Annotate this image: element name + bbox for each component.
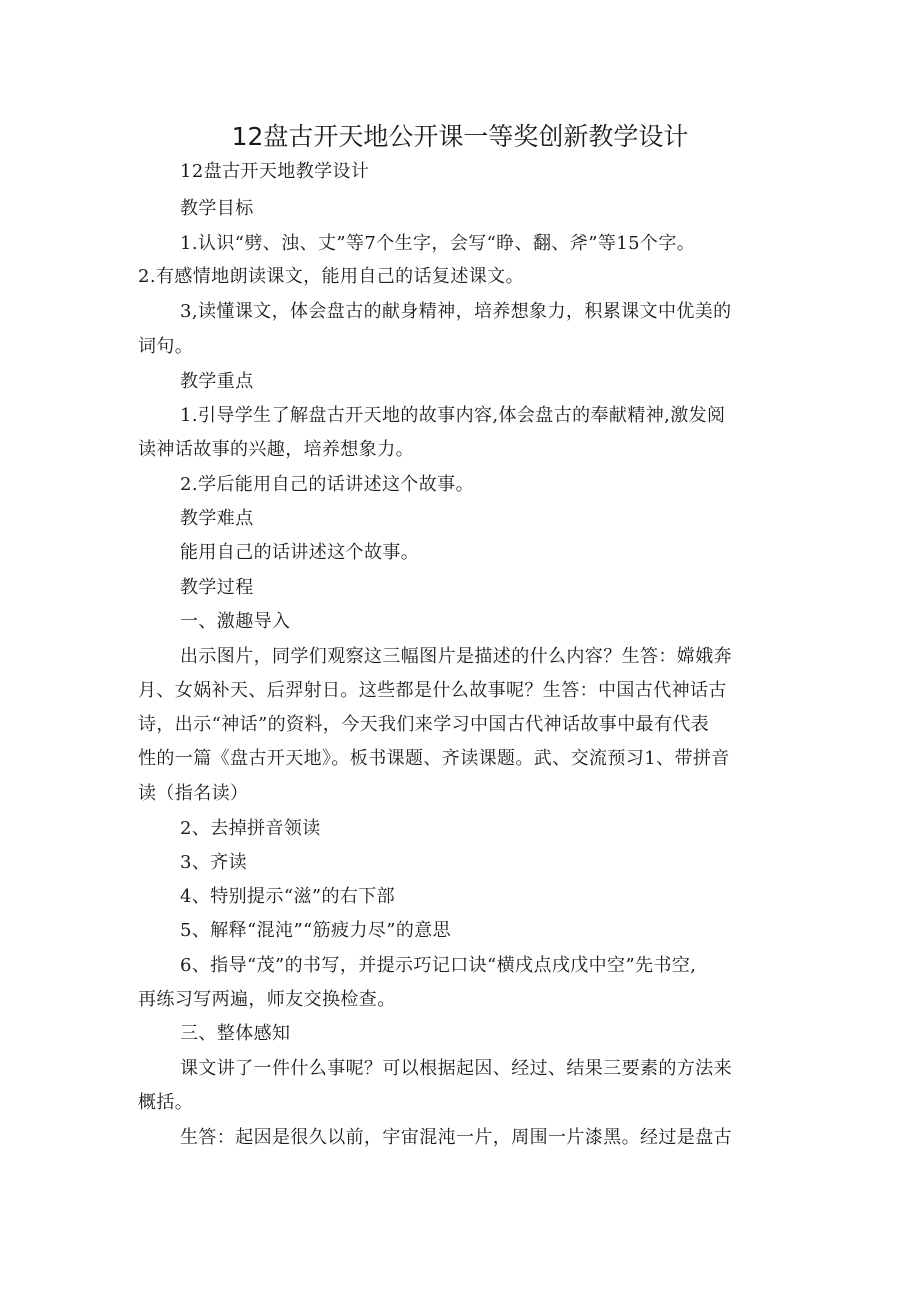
paragraph-line: 2.有感情地朗读课文，能用自己的话复述课文。 — [138, 266, 524, 287]
paragraph-line: 1.认识“劈、浊、丈”等7个生字，会写“睁、翻、斧”等15个字。 — [180, 233, 696, 254]
paragraph-line: 性的一篇《盘古开天地》。板书课题、齐读课题。武、交流预习1、带拼音 — [138, 748, 730, 769]
paragraph-line: 1.引导学生了解盘古开天地的故事内容,体会盘古的奉献精神,激发阅 — [180, 405, 726, 426]
paragraph-line: 词句。 — [138, 336, 194, 357]
list-item: 2、去掉拼音领读 — [180, 818, 321, 839]
section-heading: 一、激趣导入 — [180, 611, 291, 632]
heading-objectives: 教学目标 — [180, 198, 254, 219]
list-item: 4、特别提示“滋”的右下部 — [180, 886, 396, 907]
list-item: 3、齐读 — [180, 852, 248, 873]
paragraph-line: 再练习写两遍，师友交换检查。 — [138, 989, 396, 1010]
paragraph-line: 读神话故事的兴趣，培养想象力。 — [138, 439, 414, 460]
list-item: 6、指导“茂”的书写，并提示巧记口诀“横戌点戌戊中空”先书空, — [180, 955, 697, 976]
paragraph-line: 概括。 — [138, 1092, 194, 1113]
paragraph-line: 2.学后能用自己的话讲述这个故事。 — [180, 474, 474, 495]
paragraph-line: 读（指名读） — [138, 783, 249, 804]
subtitle: 12盘古开天地教学设计 — [180, 161, 370, 182]
section-heading: 三、整体感知 — [180, 1023, 291, 1044]
paragraph-line: 出示图片，同学们观察这三幅图片是描述的什么内容？生答：嫦娥奔 — [180, 646, 732, 667]
heading-process: 教学过程 — [180, 577, 254, 598]
document-title: 12盘古开天地公开课一等奖创新教学设计 — [231, 122, 689, 151]
heading-difficulties: 教学难点 — [180, 508, 254, 529]
paragraph-line: 月、女娲补天、后羿射日。这些都是什么故事呢？生答：中国古代神话古 — [138, 680, 727, 701]
paragraph-line: 诗，出示“神话”的资料，今天我们来学习中国古代神话故事中最有代表 — [138, 714, 710, 735]
paragraph-line: 课文讲了一件什么事呢？可以根据起因、经过、结果三要素的方法来 — [180, 1058, 732, 1079]
paragraph-line: 能用自己的话讲述这个故事。 — [180, 542, 420, 563]
heading-key-points: 教学重点 — [180, 371, 254, 392]
list-item: 5、解释“混沌”“筋疲力尽”的意思 — [180, 920, 452, 941]
paragraph-line: 3,读懂课文，体会盘古的献身精神，培养想象力，积累课文中优美的 — [180, 301, 732, 322]
paragraph-line: 生答：起因是很久以前，宇宙混沌一片，周围一片漆黑。经过是盘古 — [180, 1127, 732, 1148]
